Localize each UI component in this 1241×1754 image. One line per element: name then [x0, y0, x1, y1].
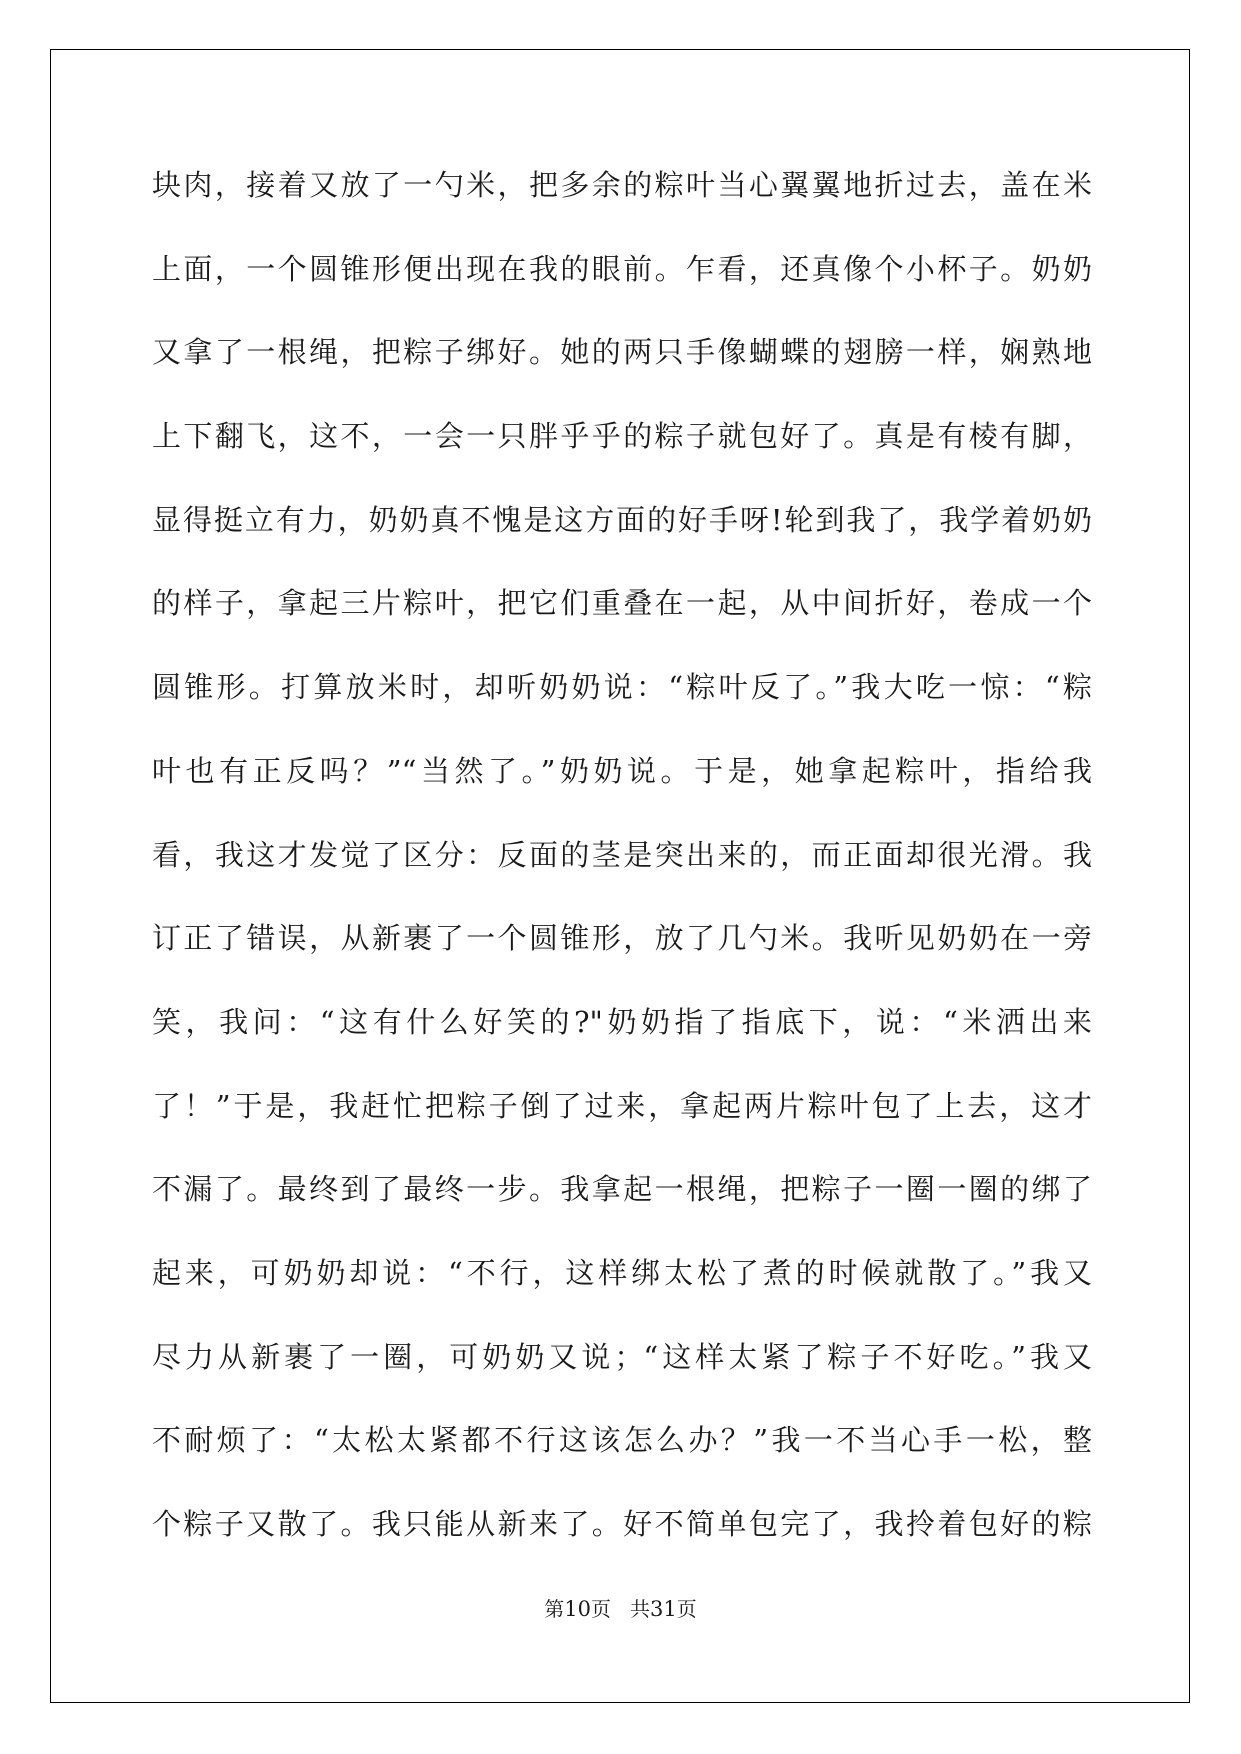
text-line: 上下翻飞，这不，一会一只胖乎乎的粽子就包好了。真是有棱有脚， [152, 419, 1092, 454]
text-line: 个粽子又散了。我只能从新来了。好不简单包完了，我拎着包好的粽 [152, 1507, 1092, 1541]
body-text [152, 163, 1092, 1586]
text-line: 块肉，接着又放了一勺米，把多余的粽叶当心翼翼地折过去，盖在米 [152, 168, 1092, 202]
total-pages: 31 [650, 1597, 677, 1621]
page-footer [0, 1593, 1241, 1622]
text-line: 叶也有正反吗？”“当然了。”奶奶说。于是，她拿起粽叶，指给我 [152, 753, 1092, 788]
text-line: 订正了错误，从新裹了一个圆锥形，放了几勺米。我听见奶奶在一旁 [152, 921, 1092, 956]
text-line: 看，我这才发觉了区分：反面的茎是突出来的，而正面却很光滑。我 [152, 837, 1092, 872]
total-prefix: 共 [630, 1597, 651, 1621]
page-number: 10 [564, 1597, 591, 1621]
text-line: 了！”于是，我赶忙把粽子倒了过来，拿起两片粽叶包了上去，这才 [152, 1088, 1092, 1123]
text-line: 的样子，拿起三片粽叶，把它们重叠在一起，从中间折好，卷成一个 [152, 586, 1092, 621]
text-line: 圆锥形。打算放米时，却听奶奶说：“粽叶反了。”我大吃一惊：“粽 [152, 670, 1092, 705]
text-line: 显得挺立有力，奶奶真不愧是这方面的好手呀!轮到我了，我学着奶奶 [152, 502, 1092, 537]
text-line: 不耐烦了：“太松太紧都不行这该怎么办？”我一不当心手一松，整 [152, 1423, 1092, 1458]
page-suffix: 页 [590, 1597, 611, 1621]
total-suffix: 页 [676, 1597, 697, 1621]
text-line: 起来，可奶奶却说：“不行，这样绑太松了煮的时候就散了。”我又 [152, 1255, 1092, 1290]
page-prefix: 第 [544, 1597, 565, 1621]
text-line: 尽力从新裹了一圈，可奶奶又说；“这样太紧了粽子不好吃。”我又 [152, 1339, 1092, 1374]
text-line: 笑，我问：“这有什么好笑的?"奶奶指了指底下，说：“米洒出来 [152, 1004, 1092, 1039]
text-line: 上面，一个圆锥形便出现在我的眼前。乍看，还真像个小杯子。奶奶 [152, 251, 1092, 286]
text-line: 不漏了。最终到了最终一步。我拿起一根绳，把粽子一圈一圈的绑了 [152, 1172, 1092, 1207]
text-line: 又拿了一根绳，把粽子绑好。她的两只手像蝴蝶的翅膀一样，娴熟地 [152, 335, 1092, 370]
